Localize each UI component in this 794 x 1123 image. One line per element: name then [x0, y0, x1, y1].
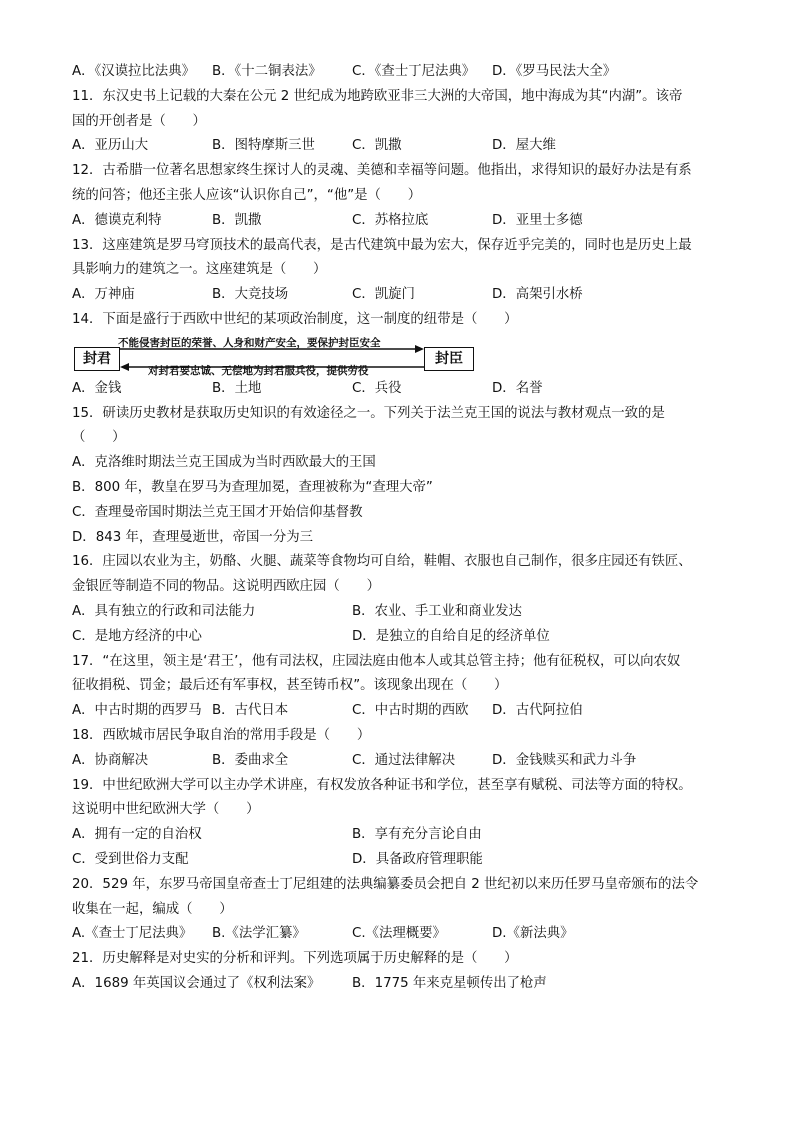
q17-options: [72, 699, 722, 724]
q20-options: [72, 922, 722, 947]
top-arrowhead: [415, 345, 424, 353]
q18-option-d[interactable]: D．金钱赎买和武力斗争: [492, 752, 637, 768]
q19-option-a[interactable]: A．拥有一定的自治权: [72, 827, 202, 843]
vassal-obligation-text: 对封君要忠诚、无偿地为封君服兵役，提供劳役: [148, 364, 369, 377]
q12-option-b[interactable]: B．凯撒: [212, 212, 262, 228]
q20-option-a[interactable]: A.《查士丁尼法典》: [72, 926, 193, 942]
q13-option-b[interactable]: B．大竞技场: [212, 287, 289, 303]
q12-stem-cont: 统的问答；他还主张人应该“认识你自己”，“他”是（ ）: [72, 187, 422, 203]
q20-stem: 20．529 年，东罗马帝国皇帝查士丁尼组建的法典编纂委员会把自 2 世纪初以来历任罗马皇帝颁布的法令: [72, 876, 699, 892]
q10-option-c[interactable]: C．《查士丁尼法典》: [352, 64, 476, 79]
q17-option-c[interactable]: C．中古时期的西欧: [352, 703, 469, 719]
q13-stem: 13．这座建筑是罗马穹顶技术的最高代表，是古代建筑中最为宏大，保存近乎完美的，同时也是历史上最: [72, 237, 692, 253]
q11-option-a[interactable]: A．亚历山大: [72, 138, 149, 154]
q15-option-a[interactable]: A．克洛维时期法兰克王国成为当时西欧最大的王国: [72, 455, 376, 471]
q21-options: [72, 972, 722, 997]
q14-stem: 14．下面是盛行于西欧中世纪的某项政治制度，这一制度的纽带是（ ）: [72, 311, 518, 327]
q14-option-a[interactable]: A．金钱: [72, 380, 122, 396]
q18-options: [72, 749, 722, 774]
q17-option-d[interactable]: D．古代阿拉伯: [492, 703, 583, 719]
q15-stem: 15．研读历史教材是获取历史知识的有效途径之一。下列关于法兰克王国的说法与教材观点一致的是: [72, 405, 665, 421]
feudal-diagram: [72, 336, 722, 377]
q14-option-c[interactable]: C．兵役: [352, 380, 402, 396]
q19-options-row1: [72, 823, 722, 848]
q17-option-a[interactable]: A．中古时期的西罗马: [72, 703, 202, 719]
q13-option-d[interactable]: D．高架引水桥: [492, 287, 583, 303]
q10-option-b[interactable]: B．《十二铜表法》: [212, 64, 322, 79]
q19-option-b[interactable]: B．享有充分言论自由: [352, 827, 482, 843]
q17-stem: 17．“在这里，领主是‘君王’，他有司法权，庄园法庭由他本人或其总管主持；他有征税权，可以向农奴: [72, 653, 681, 669]
q16-option-a[interactable]: A．具有独立的行政和司法能力: [72, 603, 256, 619]
q12-options: [72, 209, 722, 234]
q13-option-c[interactable]: C．凯旋门: [352, 287, 415, 303]
q16-stem-cont: 金银匠等制造不同的物品。这说明西欧庄园（ ）: [72, 579, 380, 595]
q11-stem: 11．东汉史书上记载的大秦在公元 2 世纪成为地跨欧亚非三大洲的大帝国，地中海成为其“内湖”。该帝: [72, 88, 683, 104]
q20-option-c[interactable]: C.《法理概要》: [352, 926, 446, 942]
q13-option-a[interactable]: A．万神庙: [72, 287, 135, 303]
q17-stem-cont: 征收捐税、罚金；最后还有军事权，甚至铸币权”。该现象出现在（ ）: [72, 678, 508, 694]
q11-options: [72, 134, 722, 159]
q18-option-b[interactable]: B．委曲求全: [212, 752, 289, 768]
q15-option-d[interactable]: D．843 年，查理曼逝世，帝国一分为三: [72, 529, 313, 545]
q11-option-b[interactable]: B．图特摩斯三世: [212, 138, 315, 154]
q12-option-c[interactable]: C．苏格拉底: [352, 212, 429, 228]
q12-option-d[interactable]: D．亚里士多德: [492, 212, 583, 228]
q14-options: [72, 377, 722, 402]
q16-options-row1: [72, 600, 722, 625]
q15-option-b[interactable]: B．800 年，教皇在罗马为查理加冕，查理被称为“查理大帝”: [72, 479, 433, 495]
q19-stem: 19．中世纪欧洲大学可以主办学术讲座，有权发放各种证书和学位，甚至享有赋税、司法等方面的特权。: [72, 777, 692, 793]
q11-option-d[interactable]: D．屋大维: [492, 138, 556, 154]
lord-obligation-text: 不能侵害封臣的荣誉、人身和财产安全，要保护封臣安全: [118, 336, 381, 349]
exam-page: [72, 60, 722, 997]
q12-option-a[interactable]: A．德谟克利特: [72, 212, 162, 228]
q10-options: [72, 60, 722, 85]
q16-option-d[interactable]: D．是独立的自给自足的经济单位: [352, 628, 550, 644]
q17-option-b[interactable]: B．古代日本: [212, 703, 289, 719]
q21-option-b[interactable]: B．1775 年来克星顿传出了枪声: [352, 975, 547, 991]
q18-stem: 18．西欧城市居民争取自治的常用手段是（ ）: [72, 727, 371, 743]
q13-options: [72, 283, 722, 308]
lord-box: 封君: [74, 347, 120, 371]
q20-stem-cont: 收集在一起，编成（ ）: [72, 901, 233, 917]
q19-option-d[interactable]: D．具备政府管理职能: [352, 851, 483, 867]
q20-option-d[interactable]: D.《新法典》: [492, 926, 574, 942]
q10-option-a[interactable]: A．《汉谟拉比法典》: [72, 64, 195, 79]
q20-option-b[interactable]: B.《法学汇纂》: [212, 926, 306, 942]
q18-option-c[interactable]: C．通过法律解决: [352, 752, 456, 768]
q13-stem-cont: 具影响力的建筑之一。这座建筑是（ ）: [72, 262, 327, 278]
q19-option-c[interactable]: C．受到世俗力支配: [72, 851, 189, 867]
q11-option-c[interactable]: C．凯撒: [352, 138, 402, 154]
q19-stem-cont: 这说明中世纪欧洲大学（ ）: [72, 802, 260, 818]
q14-option-d[interactable]: D．名誉: [492, 380, 543, 396]
q16-option-c[interactable]: C．是地方经济的中心: [72, 628, 202, 644]
q15-stem-cont: （ ）: [72, 430, 126, 446]
q11-stem-cont: 国的开创者是（ ）: [72, 113, 206, 129]
q15-option-c[interactable]: C．查理曼帝国时期法兰克王国才开始信仰基督教: [72, 504, 363, 520]
q21-option-a[interactable]: A．1689 年英国议会通过了《权利法案》: [72, 975, 321, 991]
q16-stem: 16．庄园以农业为主，奶酪、火腿、蔬菜等食物均可自给，鞋帽、衣服也自己制作，很多庄园还有铁匠、: [72, 554, 692, 570]
q16-options-row2: [72, 625, 722, 650]
vassal-box: 封臣: [424, 347, 474, 371]
q18-option-a[interactable]: A．协商解决: [72, 752, 149, 768]
q21-stem: 21．历史解释是对史实的分析和评判。下列选项属于历史解释的是（ ）: [72, 951, 518, 967]
q16-option-b[interactable]: B．农业、手工业和商业发达: [352, 603, 522, 619]
q10-option-d[interactable]: D．《罗马民法大全》: [492, 64, 617, 79]
q19-options-row2: [72, 848, 722, 873]
bottom-arrowhead: [120, 363, 129, 371]
q12-stem: 12．古希腊一位著名思想家终生探讨人的灵魂、美德和幸福等问题。他指出，求得知识的最好办法是有系: [72, 163, 692, 179]
q14-option-b[interactable]: B．土地: [212, 380, 262, 396]
